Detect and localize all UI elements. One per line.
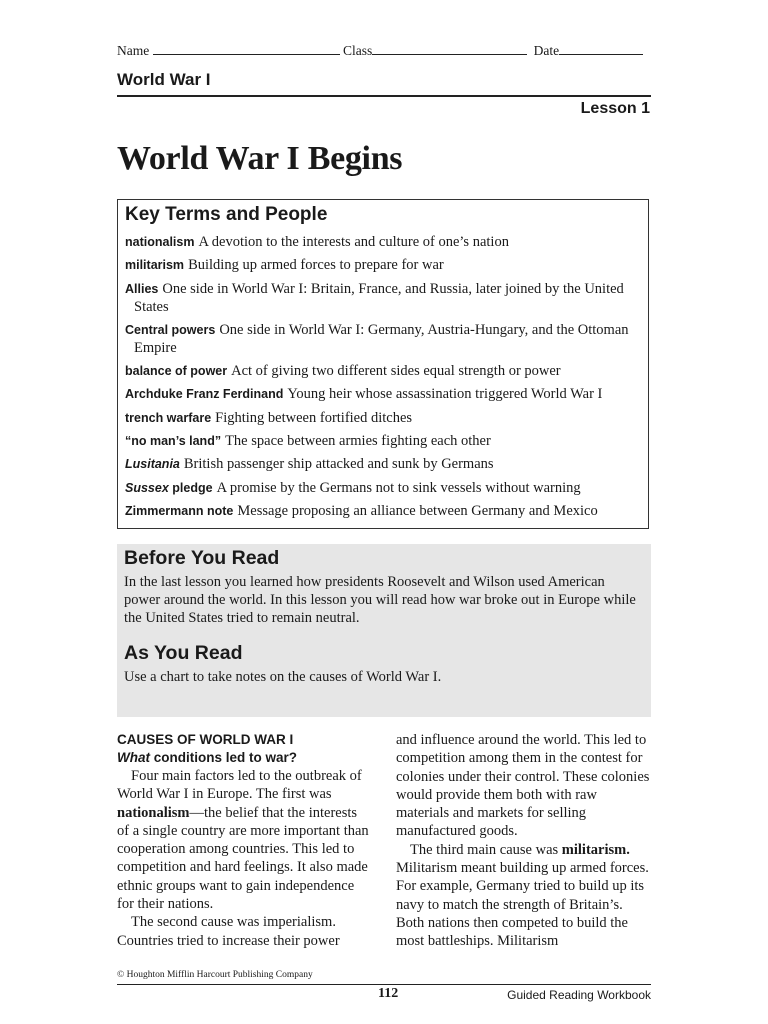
term-lusitania [125, 455, 641, 473]
term-definition: One side in World War I: Germany, Austria-Hungary, and the Ottoman Empire [134, 321, 629, 356]
section-question-italic: What [117, 750, 150, 765]
section-heading: CAUSES OF WORLD WAR I [117, 732, 294, 747]
page-number: 112 [378, 986, 399, 1001]
term-central-powers [125, 321, 641, 357]
term-nationalism-bold: nationalism [117, 804, 190, 821]
term-label: militarism [125, 258, 185, 273]
body-column-right [396, 731, 652, 951]
term-label-italic: Lusitania [125, 457, 180, 472]
paragraph-1 [117, 767, 372, 913]
paragraph-1-end: —the belief that the interests of a single country are more important than cooperation among countries. This led to competition and hard feelings. It also made ethnic groups want to gain independence for their nations. [117, 804, 369, 913]
term-label: balance of power [125, 364, 228, 379]
term-label: “no man’s land” [125, 434, 222, 449]
term-label: Allies [125, 281, 159, 296]
date-label: Date [533, 43, 560, 58]
section-question-rest: conditions led to war? [153, 750, 298, 765]
term-balance-of-power [125, 362, 641, 380]
term-trench-warfare [125, 409, 641, 427]
term-label-rest: pledge [172, 480, 213, 495]
key-terms-heading: Key Terms and People [125, 204, 328, 225]
term-definition: The space between armies fighting each other [225, 433, 491, 450]
paragraph-2-part: The second cause was imperialism. Countries tried to increase their power [117, 914, 340, 949]
term-label: trench warfare [125, 410, 212, 425]
paragraph-3-end: Militarism meant building up armed forces. For example, Germany tried to build up its navy to match the strength of Britain’s. Both nations then competed to build the most battleships. Militarism [396, 860, 649, 950]
term-label [125, 481, 213, 495]
term-definition: Building up armed forces to prepare for war [188, 257, 444, 274]
term-militarism [125, 256, 641, 274]
body-column-left [117, 731, 372, 950]
term-definition: Fighting between fortified ditches [215, 409, 413, 426]
lesson-label: Lesson 1 [580, 100, 650, 117]
term-nationalism [125, 233, 641, 251]
section-question [117, 749, 372, 767]
term-definition: British passenger ship attacked and sunk by Germans [183, 456, 494, 473]
term-definition: Young heir whose assassination triggered World War I [287, 386, 603, 403]
name-blank[interactable] [153, 43, 340, 55]
before-you-read-heading: Before You Read [124, 547, 280, 569]
footer-divider [117, 984, 651, 985]
as-you-read-heading: As You Read [124, 641, 243, 664]
paragraph-3 [396, 841, 652, 951]
reading-guide-box [117, 544, 651, 717]
term-sussex-pledge [125, 479, 641, 497]
term-label: Central powers [125, 322, 216, 337]
book-title: Guided Reading Workbook [507, 988, 651, 1002]
term-label: nationalism [125, 235, 195, 249]
term-label: Zimmermann note [125, 503, 234, 518]
term-allies [125, 280, 641, 316]
paragraph-2-continued: and influence around the world. This led to competition among them in the contest for colonies under their control. These colonies would provide them both with raw materials and markets for selling manufactured goods. [396, 732, 650, 840]
class-blank[interactable] [372, 43, 527, 55]
header-divider [117, 95, 651, 97]
date-blank[interactable] [559, 43, 643, 55]
lesson-title: World War I Begins [117, 140, 403, 177]
term-definition: One side in World War I: Britain, France, and Russia, later joined by the United States [134, 280, 624, 315]
name-label: Name [117, 43, 150, 58]
student-info-fields [117, 43, 650, 59]
term-definition: Message proposing an alliance between Germany and Mexico [237, 502, 598, 519]
term-militarism-bold: militarism. [561, 841, 630, 858]
term-definition: A devotion to the interests and culture of one’s nation [198, 234, 509, 250]
class-label: Class [342, 43, 373, 58]
term-definition: A promise by the Germans not to sink vessels without warning [216, 479, 581, 496]
unit-title: World War I [117, 70, 211, 89]
term-label-italic: Sussex [125, 480, 169, 495]
copyright-notice: © Houghton Mifflin Harcourt Publishing Company [117, 970, 313, 980]
term-label [125, 457, 180, 471]
term-zimmermann-note [125, 502, 641, 520]
before-you-read-text: In the last lesson you learned how presidents Roosevelt and Wilson used American power around the world. In this lesson you will read how war broke out in Europe while the United States tried to remain neutral. [124, 574, 636, 627]
paragraph-3-start: The third main cause was [410, 841, 562, 858]
key-terms-box [117, 199, 649, 529]
term-label: Archduke Franz Ferdinand [125, 387, 284, 402]
term-definition: Act of giving two different sides equal strength or power [231, 363, 561, 380]
as-you-read-text: Use a chart to take notes on the causes of World War I. [124, 668, 442, 685]
term-no-mans-land [125, 432, 641, 450]
term-archduke-franz-ferdinand [125, 385, 641, 403]
paragraph-1-start: Four main factors led to the outbreak of World War I in Europe. The first was [117, 768, 362, 803]
